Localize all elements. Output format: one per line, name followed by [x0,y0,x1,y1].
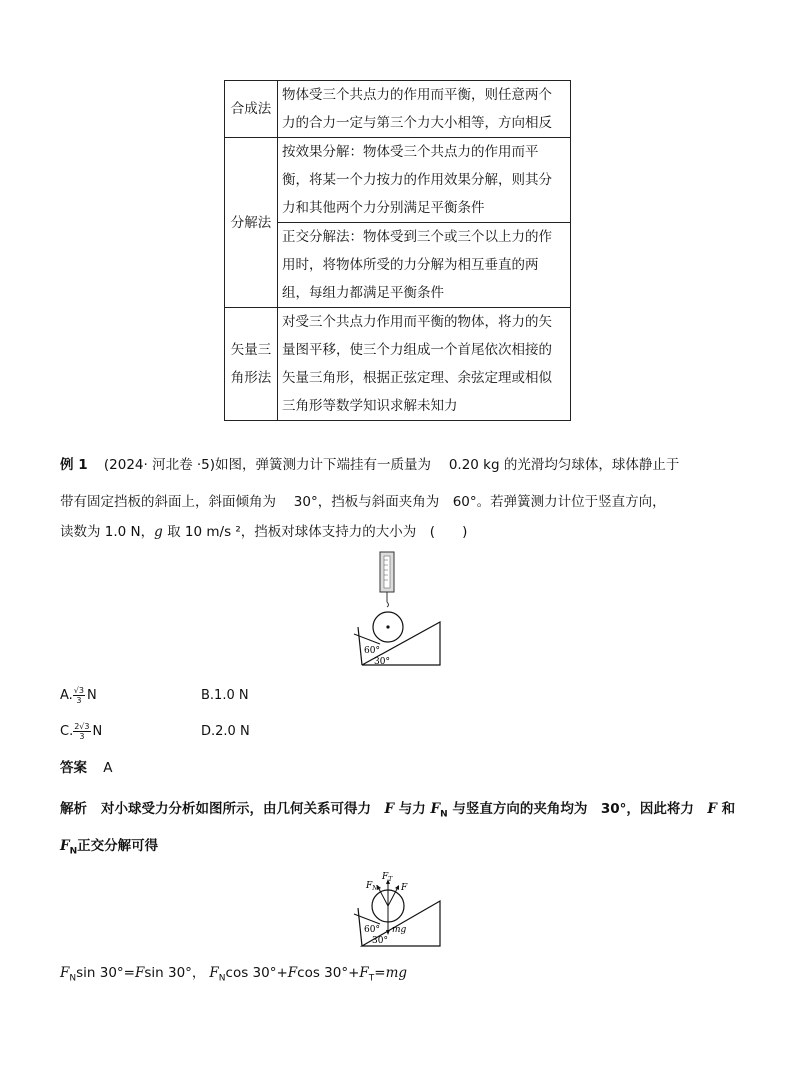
label-f: F [401,883,408,893]
label-fn: $F_N$ [366,881,378,892]
desc-line: 组，每组力都满足平衡条件 [282,285,444,301]
option-label: C. [60,724,74,739]
example-source: (2024· 河北卷 ·5) [103,457,216,473]
angle-60-label: 60° [364,925,380,935]
symbol-FN: F [60,838,70,854]
equation-text: sin 30°， [144,965,206,981]
denominator: 3 [76,696,82,705]
label-mg: mg [392,925,407,935]
barrier [358,627,362,665]
answer-value: A [103,760,113,776]
example-label: 例 1 [60,457,88,473]
answer [60,758,113,778]
analysis-label: 解析 [60,801,87,817]
table-row [225,81,571,138]
method-description [278,81,571,138]
numerator: 2√3 [74,722,90,731]
fraction [73,722,90,741]
angle-30-label: 30° [372,936,388,946]
analysis-text: 正交分解可得 [77,838,159,854]
analysis-line-2 [60,836,158,862]
example-line-2: 带有固定挡板的斜面上，斜面倾角为 30°，挡板与斜面夹角为 60°。若弹簧测力计位于竖直方向， [60,494,666,510]
symbol-FN: F [430,801,441,817]
subscript: N [69,846,78,857]
force-diagram [340,868,460,950]
method-name [225,308,278,421]
desc-line: 矢量三角形，根据正弦定理、余弦定理或相似 [282,370,552,386]
example-line-3 [60,522,467,542]
fraction [73,686,85,705]
example-line-1 [60,455,679,475]
angle-30-label: 30° [374,657,390,667]
desc-line: 对受三个共点力作用而平衡的物体，将力的矢 [282,314,552,330]
desc-line: 力的合力一定与第三个力大小相等，方向相反 [282,115,552,131]
method-name: 合成法 [225,81,278,138]
equation-text: cos 30°+ [297,965,360,981]
desc-line: 物体受三个共点力的作用而平衡，则任意两个 [282,87,552,103]
option-a [60,686,97,706]
subscript: N [440,809,448,820]
method-name-line: 角形法 [230,370,272,386]
analysis-text: 对小球受力分析如图所示，由几何关系可得力 [101,801,385,817]
numerator: √3 [73,686,84,695]
desc-line: 三角形等数学知识求解未知力 [282,398,458,414]
equation: $F_N\sin$ 30°=Fsin 30°， $F_N\cos$ 30°+Fcos $30^\circ+F_T=mg$ [60,965,408,984]
desc-line: 按效果分解：物体受三个共点力的作用而平 [282,144,539,160]
example-text: 读数为 1.0 N， [60,524,155,540]
desc-line: 衡，将某一个力按力的作用效果分解，则其分 [282,172,552,188]
desc-line: 力和其他两个力分别满足平衡条件 [282,200,485,216]
unit: N [86,688,97,703]
desc-line: 用时，将物体所受的力分解为相互垂直的两 [282,257,539,273]
method-name-line: 矢量三 [230,342,272,358]
analysis-text: 与竖直方向的夹角均为 30°，因此将力 [447,801,708,817]
barrier [358,908,362,946]
symbol-F: F [384,801,395,817]
angle-60-label: 60° [364,646,380,656]
equation-text: cos 30°+ [225,965,288,981]
equation-text: = [374,965,386,981]
unit: N [92,724,103,739]
desc-line: 量图平移，使三个力组成一个首尾依次相接的 [282,342,552,358]
method-description [278,138,571,223]
method-name: 分解法 [225,138,278,308]
incline-figure [340,550,460,670]
method-description [278,308,571,421]
answer-label: 答案 [60,760,87,776]
equation-text: sin 30°= [76,965,135,981]
symbol-g: g [154,524,163,540]
label-ft: $F_T$ [382,872,393,883]
symbol-F: F [707,801,717,817]
desc-line: 正交分解法：物体受到三个或三个以上力的作 [282,229,552,245]
example-text: 取 10 m/s ²，挡板对球体支持力的大小为 ( ) [162,524,468,540]
analysis-line-1 [60,799,735,825]
option-label: A. [60,688,73,703]
option-d: D.2.0 N [201,724,250,739]
analysis-text: 与力 [394,801,431,817]
table-row [225,308,571,421]
methods-table [224,80,571,421]
method-description [278,223,571,308]
analysis-text: 和 [716,801,736,817]
example-text: 如图，弹簧测力计下端挂有一质量为 0.20 kg 的光滑均匀球体，球体静止于 [215,457,680,473]
option-b: B.1.0 N [201,688,249,703]
option-c [60,722,102,742]
denominator: 3 [79,732,85,741]
table-row [225,138,571,223]
